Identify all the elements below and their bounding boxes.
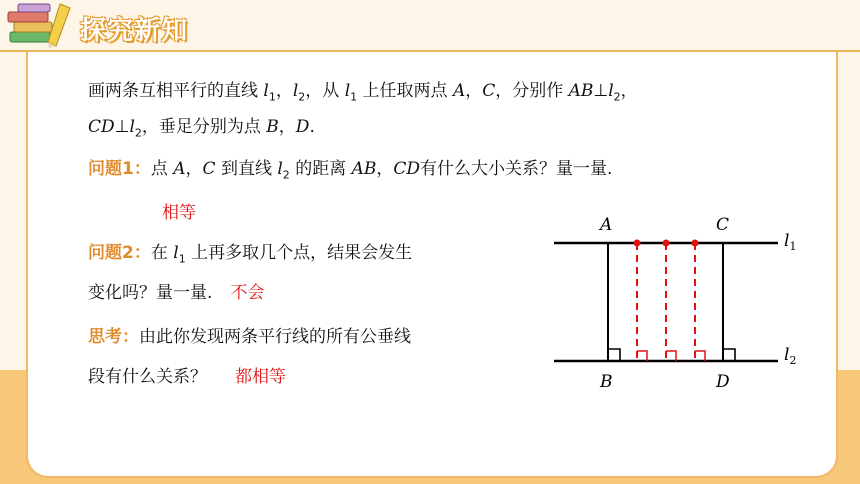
think-question: 思考：由此你发现两条平行线的所有公垂线 xyxy=(88,327,411,347)
point-b-label: B xyxy=(600,372,613,392)
question-1: 问题1：点 A，C 到直线 $l_2$ 的距离 AB，CD有什么大小关系？量一量. xyxy=(88,159,613,182)
line-l1-label: $l_1$ xyxy=(784,231,797,253)
point-c-label: C xyxy=(716,215,730,235)
intro-line-2: $CD\perp l_2$，垂足分别为点 B，D. xyxy=(88,117,315,140)
dashed-perpendicular-1 xyxy=(634,240,648,362)
parallel-lines-diagram xyxy=(540,200,820,400)
question-2: 问题2：在 $l_1$ 上再多取几个点，结果会发生 xyxy=(88,243,413,266)
think-label: 思考： xyxy=(88,327,139,347)
answer-2: 不会 xyxy=(230,283,265,303)
right-angle-d xyxy=(723,349,735,361)
answer-3: 都相等 xyxy=(235,367,286,387)
question-1-label: 问题1： xyxy=(88,159,151,179)
books-logo-icon xyxy=(4,2,74,48)
line-l2-label: $l_2$ xyxy=(784,345,797,367)
dashed-perpendicular-3 xyxy=(692,240,706,362)
answer-1: 相等 xyxy=(162,203,196,223)
point-a-label: A xyxy=(600,215,613,235)
dashed-perpendicular-2 xyxy=(663,240,677,362)
point-d-label: D xyxy=(716,372,730,392)
question-2-label: 问题2： xyxy=(88,243,151,263)
intro-line-1: 画两条互相平行的直线 $l_1$，$l_2$，从 $l_1$ 上任取两点 A，C，分别作 $AB\perp l_2$， xyxy=(88,81,638,104)
right-angle-b xyxy=(608,349,620,361)
think-line-2: 段有什么关系？ 都相等 xyxy=(88,367,286,387)
page-title: 探究新知 xyxy=(80,16,189,46)
question-2-line-2: 变化吗？量一量. 不会 xyxy=(88,283,265,303)
